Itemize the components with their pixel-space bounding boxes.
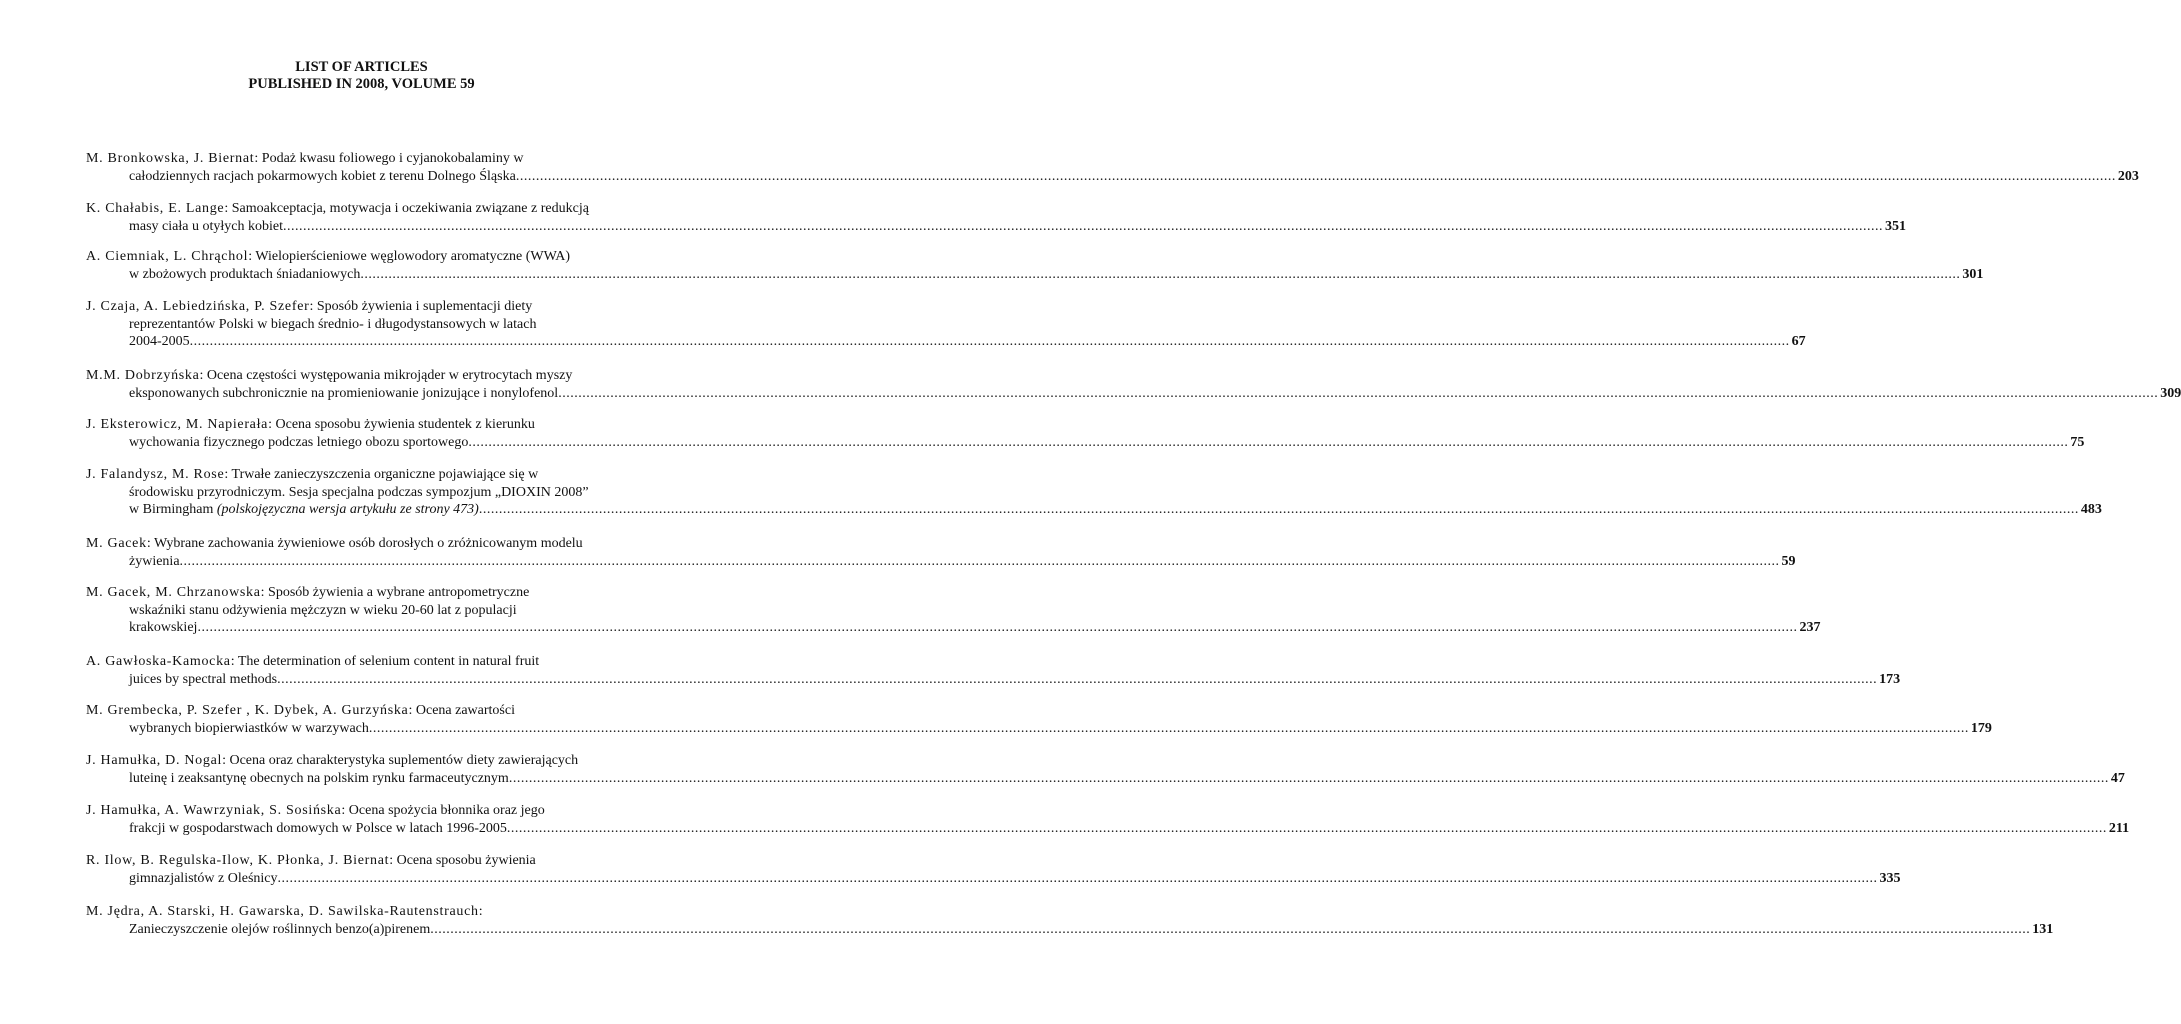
entry-line [86,820,2130,838]
article-entry [86,367,2181,402]
article-entry [86,752,2125,787]
entry-authors: J. Falandysz, M. Rose [86,467,225,482]
entry-title: 2004-2005 [129,334,190,350]
entry-line [86,653,628,671]
article-entry [86,702,1992,737]
entry-authors: M. Bronkowska, J. Biernat [86,151,255,166]
entry-line [86,484,628,502]
entry-line [86,921,2054,939]
entry-title: : Ocena częstości występowania mikrojąder w erytrocytach myszy [199,368,573,383]
entry-line [86,333,1806,351]
entry-title: : Ocena spożycia błonnika oraz jego [341,803,545,818]
entry-title: eksponowanych subchronicznie na promieniowanie jonizujące i nonylofenol [129,385,559,401]
entry-line [86,802,628,820]
entry-page-number: 75 [2070,434,2085,450]
entry-line [86,584,628,602]
leader-dots: ................................................................................................................................................................................................................................................................................................................................................................................................................ [430,921,2031,937]
entry-title: : Sposób żywienia a wybrane antropometryczne [260,585,530,600]
entry-title: : Wielopierścieniowe węglowodory aromatyczne (WWA) [248,249,571,264]
entry-title: : Samoakceptacja, motywacja i oczekiwania związane z redukcją [224,201,589,216]
entry-line [86,298,628,316]
leader-dots: ................................................................................................................................................................................................................................................................................................................................................................................................................ [368,720,1969,736]
article-entry [86,416,2085,451]
leader-dots: ................................................................................................................................................................................................................................................................................................................................................................................................................ [478,502,2079,518]
entry-page-number: 47 [2110,770,2125,786]
entry-line [86,501,2102,519]
entry-authors: R. Ilow, B. Regulska-Ilow, K. Płonka, J. Biernat [86,853,390,868]
entry-title: : Ocena sposobu żywienia studentek z kierunku [268,417,535,432]
article-entry [86,852,1901,887]
entry-line [86,266,1984,284]
entry-title: masy ciała u otyłych kobiet [129,218,283,234]
entry-line [86,535,628,553]
leader-dots: ................................................................................................................................................................................................................................................................................................................................................................................................................ [558,385,2159,401]
leader-dots: ................................................................................................................................................................................................................................................................................................................................................................................................................ [360,266,1961,282]
entry-title: : Ocena oraz charakterystyka suplementów diety zawierających [222,753,579,768]
entry-title: żywienia [129,553,180,569]
entry-line [86,770,2125,788]
entry-page-number: 309 [2160,385,2181,401]
entry-page-number: 301 [1962,266,1984,282]
entry-authors: K. Chałabis, E. Lange [86,201,225,216]
entry-page-number: 131 [2032,921,2054,937]
leader-dots: ................................................................................................................................................................................................................................................................................................................................................................................................................ [277,671,1878,687]
entry-authors: M. Grembecka, P. Szefer , K. Dybek, A. Gurzyńska [86,703,409,718]
entry-page-number: 59 [1781,553,1796,569]
entry-title: krakowskiej [129,620,198,636]
entry-line [86,367,628,385]
entry-title: reprezentantów Polski w biegach średnio- i długodystansowych w latach [129,316,537,332]
entry-title: : Sposób żywienia i suplementacji diety [309,299,533,314]
entry-page-number: 203 [2117,168,2139,184]
entry-title: : Trwałe zanieczyszczenia organiczne pojawiające się w [224,467,539,482]
entry-line [86,720,1992,738]
entry-title: w Birmingham [129,502,214,518]
article-entry [86,248,1984,283]
leader-dots: ................................................................................................................................................................................................................................................................................................................................................................................................................ [179,553,1780,569]
article-entry [86,466,2102,519]
article-entry [86,200,1906,235]
entry-authors: M. Jędra, A. Starski, H. Gawarska, D. Sawilska-Rautenstrauch [86,904,479,919]
entry-line [86,619,1821,637]
article-entry [86,653,1901,688]
entry-line [86,385,2181,403]
entry-title: frakcji w gospodarstwach domowych w Polsce w latach 1996-2005 [129,820,507,836]
entry-page-number: 351 [1884,218,1906,234]
entry-authors: M.M. Dobrzyńska [86,368,200,383]
article-entry [86,298,1806,351]
leader-dots: ................................................................................................................................................................................................................................................................................................................................................................................................................ [506,820,2107,836]
leader-dots: ................................................................................................................................................................................................................................................................................................................................................................................................................ [515,168,2116,184]
entry-title: gimnazjalistów z Oleśnicy [129,870,278,886]
title-line-1: LIST OF ARTICLES [295,59,428,75]
leader-dots: ................................................................................................................................................................................................................................................................................................................................................................................................................ [282,218,1883,234]
leader-dots: ................................................................................................................................................................................................................................................................................................................................................................................................................ [277,870,1878,886]
entry-title: : Ocena zawartości [408,703,515,718]
entry-page-number: 483 [2080,502,2102,518]
entry-line [86,416,628,434]
entry-title: : Ocena sposobu żywienia [389,853,536,868]
entry-note: (polskojęzyczna wersja artykułu ze strony 473) [216,502,479,518]
entry-title: Zanieczyszczenie olejów roślinnych benzo(a)pirenem [129,921,431,937]
leader-dots: ................................................................................................................................................................................................................................................................................................................................................................................................................ [468,434,2069,450]
entry-authors: A. Gawłoska-Kamocka [86,654,231,669]
entry-line [86,248,628,266]
entry-line [86,316,628,334]
entry-page-number: 335 [1879,870,1901,886]
entry-title: wskaźniki stanu odżywienia mężczyzn w wieku 20-60 lat z populacji [129,602,517,618]
entry-title: : The determination of selenium content in natural fruit [230,654,540,669]
title-line-2: PUBLISHED IN 2008, VOLUME 59 [248,76,475,92]
article-entry [86,584,1821,637]
entry-line [86,852,628,870]
entry-line [86,903,628,921]
entry-line [86,602,628,620]
entry-line [86,752,628,770]
entry-page-number: 237 [1799,620,1821,636]
entry-line [86,702,628,720]
entry-title: wybranych biopierwiastków w warzywach [129,720,369,736]
entry-line [86,150,628,168]
entry-line [86,870,1901,888]
entry-title: : [478,904,483,919]
entry-line [86,553,1796,571]
entry-page-number: 173 [1879,671,1901,687]
entry-authors: A. Ciemniak, L. Chrąchol [86,249,249,264]
entry-authors: J. Hamułka, A. Wawrzyniak, S. Sosińska [86,803,342,818]
entry-line [86,218,1906,236]
entry-line [86,434,2085,452]
entry-authors: J. Czaja, A. Lebiedzińska, P. Szefer [86,299,310,314]
article-entry [86,150,2139,185]
entry-authors: J. Hamułka, D. Nogal [86,753,223,768]
entry-authors: J. Eksterowicz, M. Napierała [86,417,269,432]
entry-title: całodziennych racjach pokarmowych kobiet z terenu Dolnego Śląska [129,168,516,184]
entry-title: : Podaż kwasu foliowego i cyjanokobalaminy w [254,151,524,166]
entry-title: w zbożowych produktach śniadaniowych [129,266,361,282]
entry-line [86,168,2139,186]
entry-authors: M. Gacek, M. Chrzanowska [86,585,261,600]
leader-dots: ................................................................................................................................................................................................................................................................................................................................................................................................................ [197,620,1798,636]
entry-page-number: 67 [1791,334,1806,350]
entry-title: juices by spectral methods [129,671,278,687]
entry-title: luteinę i zeaksantynę obecnych na polskim rynku farmaceutycznym [129,770,509,786]
leader-dots: ................................................................................................................................................................................................................................................................................................................................................................................................................ [189,334,1790,350]
entry-line [86,200,628,218]
entry-title: środowisku przyrodniczym. Sesja specjalna podczas sympozjum „DIOXIN 2008” [129,484,589,500]
entry-title: : Wybrane zachowania żywieniowe osób dorosłych o zróżnicowanym modelu [146,536,583,551]
entry-page-number: 211 [2108,820,2130,836]
article-entry [86,802,2130,837]
entry-title: wychowania fizycznego podczas letniego obozu sportowego [129,434,469,450]
entry-page-number: 179 [1970,720,1992,736]
entry-line [86,671,1901,689]
article-entry [86,535,1796,570]
entry-authors: M. Gacek [86,536,147,551]
article-entry [86,903,2054,938]
leader-dots: ................................................................................................................................................................................................................................................................................................................................................................................................................ [508,770,2109,786]
entry-line [86,466,628,484]
